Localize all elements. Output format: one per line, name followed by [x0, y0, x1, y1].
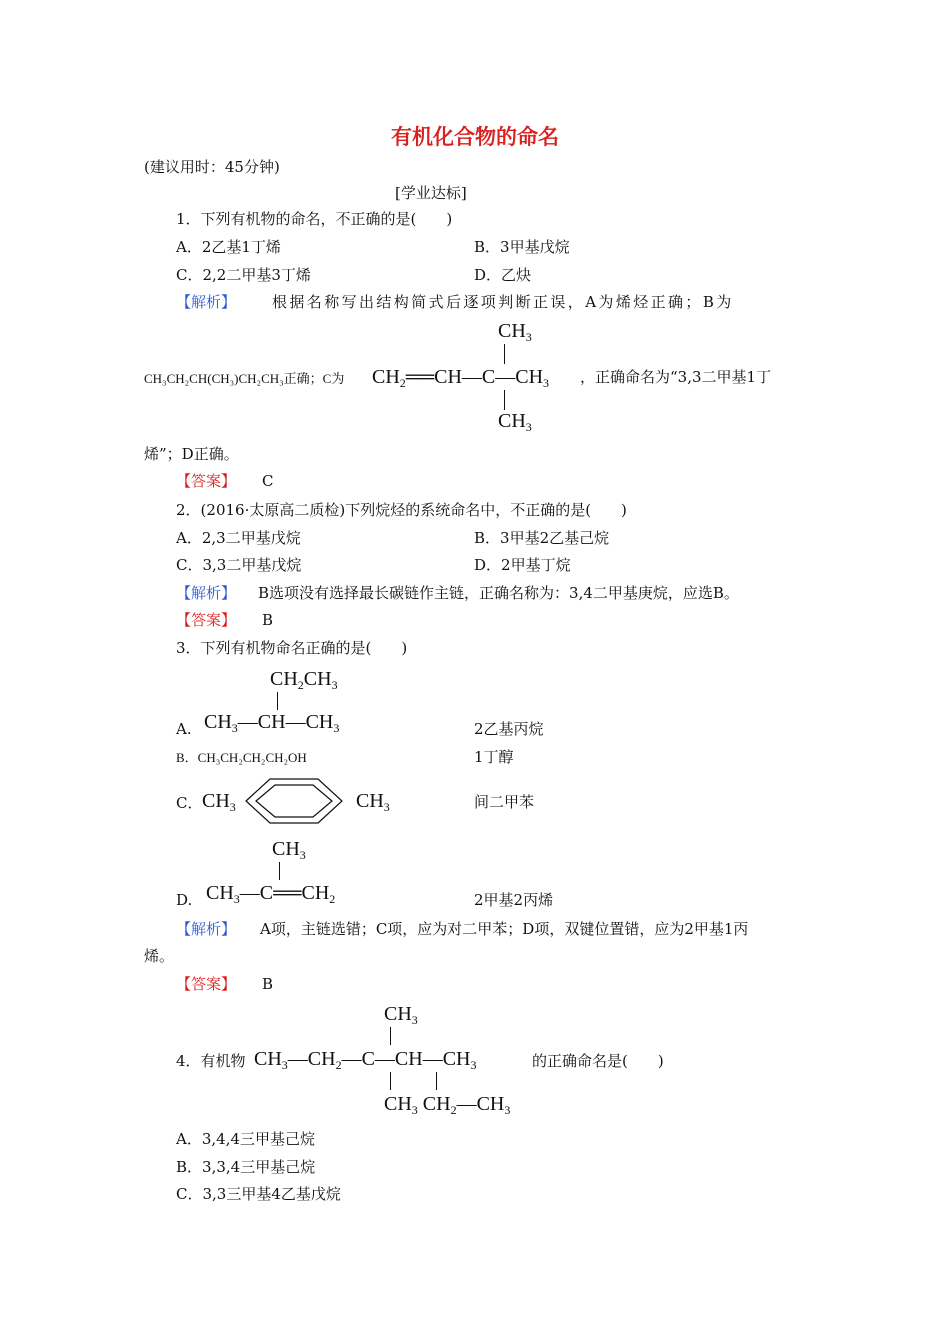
option-d: D．乙炔 [474, 266, 532, 284]
analysis-text: 根据名称写出结构简式后逐项判断正误，A为烯烃正确；B为 [272, 293, 734, 311]
option-b: B．3甲基2乙基己烷 [474, 529, 610, 547]
option-d-name: 2甲基2丙烯 [474, 891, 554, 909]
analysis-tag: 【解析】 [176, 920, 237, 938]
answer-value: B [262, 611, 274, 629]
option-c: C．2,2二甲基3丁烯 [176, 266, 311, 284]
single-bond [390, 1072, 391, 1090]
main-chain: $CH_2══CH—C—CH_3$ [372, 366, 550, 391]
analysis-tag: 【解析】 [176, 293, 237, 311]
methyl-group-top: $CH_3$ [272, 838, 306, 863]
time-note: (建议用时：45分钟) [144, 158, 280, 176]
single-bond [436, 1072, 437, 1090]
analysis-text: A项，主链选错；C项，应为对二甲苯；D项，双键位置错，应为2甲基1丙 [260, 920, 749, 938]
analysis-text: CH₃CH₂CH(CH₃)CH₂CH₃正确；C为 [144, 371, 345, 386]
section-heading: [学业达标] [395, 184, 467, 202]
analysis-text: ，正确命名为“3,3二甲基1丁 [580, 368, 772, 386]
answer-value: C [262, 472, 274, 490]
option-d-label: D. [176, 891, 193, 909]
question-stem: 的正确命名是( ) [532, 1052, 664, 1070]
single-bond [277, 692, 278, 710]
option-c: C．3,3二甲基戊烷 [176, 556, 302, 574]
single-bond [279, 862, 280, 880]
methyl-group-top: $CH_3$ [384, 1003, 418, 1028]
analysis-text: B选项没有选择最长碳链作主链，正确名称为：3,4二甲基庚烷，应选B。 [258, 584, 739, 602]
single-bond [390, 1027, 391, 1045]
option-a-label: A. [176, 720, 192, 738]
answer-tag: 【答案】 [176, 472, 237, 490]
page-title: 有机化合物的命名 [391, 124, 559, 149]
question-stem: 2．(2016·太原高二质检)下列烷烃的系统命名中，不正确的是( ) [176, 501, 627, 519]
main-chain: $CH_3—CH_2—C—CH—CH_3$ [254, 1048, 477, 1073]
option-b: B．3,3,4三甲基己烷 [176, 1158, 316, 1176]
methyl-group-top: $CH_3$ [498, 320, 532, 345]
methyl-group-right: $CH_3$ [356, 790, 390, 815]
analysis-text: 烯。 [144, 947, 175, 965]
methyl-group-left: $CH_3$ [202, 790, 236, 815]
option-b: B．3甲基戊烷 [474, 238, 570, 256]
option-a-name: 2乙基丙烷 [474, 720, 544, 738]
question-stem: 4．有机物 [176, 1052, 246, 1070]
methyl-group-bottom: $CH_3$ [498, 410, 532, 435]
analysis-tag: 【解析】 [176, 584, 237, 602]
single-bond [504, 344, 505, 364]
question-stem: 1．下列有机物的命名，不正确的是( ) [176, 210, 453, 228]
answer-tag: 【答案】 [176, 975, 237, 993]
option-b-label: B．CH₃CH₂CH₂CH₂OH [176, 750, 307, 765]
option-d: D．2甲基丁烷 [474, 556, 571, 574]
option-a: A．3,4,4三甲基己烷 [176, 1130, 315, 1148]
option-a: A．2,3二甲基戊烷 [176, 529, 301, 547]
analysis-text: 烯”；D正确。 [144, 445, 239, 463]
option-c-label: C． [176, 794, 203, 812]
option-c: C．3,3三甲基4乙基戊烷 [176, 1185, 341, 1203]
option-b-name: 1丁醇 [474, 748, 514, 766]
methyl-and-ethyl-groups: $CH_3$ $CH_2—CH_3$ [384, 1093, 511, 1118]
ethyl-group: $CH_2CH_3$ [270, 668, 338, 693]
main-chain: $CH_3—CH—CH_3$ [204, 711, 340, 736]
single-bond [504, 390, 505, 410]
benzene-ring [244, 777, 344, 827]
question-stem: 3．下列有机物命名正确的是( ) [176, 639, 408, 657]
answer-tag: 【答案】 [176, 611, 237, 629]
option-c-name: 间二甲苯 [474, 793, 535, 811]
answer-value: B [262, 975, 274, 993]
option-a: A．2乙基1丁烯 [176, 238, 281, 256]
main-chain: $CH_3—C══CH_2$ [206, 882, 336, 907]
